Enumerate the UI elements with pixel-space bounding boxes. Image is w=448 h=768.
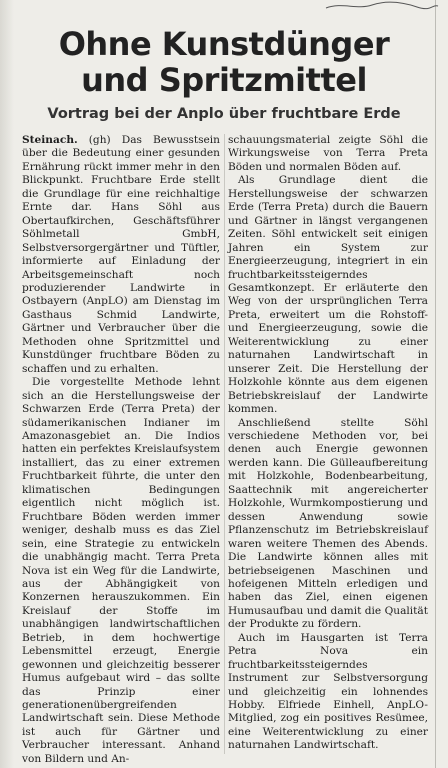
headline-line-2: und Spritzmittel <box>81 61 367 99</box>
byline: Steinach. <box>22 134 78 146</box>
article-column-left <box>22 134 220 766</box>
paragraph <box>22 134 220 376</box>
article-subheadline: Vortrag bei der Anplo über fruchtbare Erde <box>47 106 401 122</box>
handwritten-scribble <box>322 0 442 12</box>
paragraph: schauungsmaterial zeigte Söhl die Wirkungsweise von Terra Preta Böden und normalen Böden auf. <box>228 134 428 173</box>
paragraph-text: (gh) Das Bewusstsein über die Bedeutung einer gesunden Ernährung rückt immer mehr in den Blickpunkt. Fruchtbare Erde stellt die Grundlage für eine reichhaltige Ernte dar. Hans Söhl aus Obertaufkirchen, Geschäftsführer Söhlmetall GmbH, Selbstversorgergärtner und Tüftler, informierte auf Einladung der Arbeitsgemeinschaft noch produzierender Landwirte in Ostbayern (AnpLO) am Dienstag im Gasthaus Schmid Landwirte, Gärtner und Verbraucher über die Methoden ohne Spritzmittel und Kunstdünger fruchtbare Böden zu schaffen und zu erhalten. <box>22 134 220 375</box>
paragraph: Anschließend stellte Söhl verschiedene Methoden vor, bei denen auch Energie gewonnen werden kann. Die Gülleaufbereitung mit Holzkohle, Bodenbearbeitung, Saattechnik mit angereicherter Holzkohle, Wurmkompostierung und dessen Anwendung sowie Pflanzenschutz im Betriebskreislauf waren weitere Themen des Abends. Die Landwirte können alles mit betriebseigenen Maschinen und hofeigenen Mitteln erledigen und haben das Ziel, einen eigenen Humusaufbau und damit die Qualität der Produkte zu fördern. <box>228 416 428 631</box>
article-column-right <box>228 134 428 753</box>
paragraph: Die vorgestellte Methode lehnt sich an die Herstellungsweise der Schwarzen Erde (Terra Preta) der südamerikanischen Indianer im Amazonasgebiet an. Die Indios hatten ein perfektes Kreislaufsystem installiert, das zu einer extremen Fruchtbarkeit führte, die unter den klimatischen Bedingungen eigentlich nicht möglich ist. Fruchtbare Böden werden immer weniger, deshalb muss es das Ziel sein, eine Strategie zu entwickeln die unabhängig macht. Terra Preta Nova ist ein Weg für die Landwirte, aus der Abhängigkeit von Konzernen herauszukommen. Ein Kreislauf der Stoffe im unabhängigen landwirtschaftlichen Betrieb, in dem hochwertige Lebensmittel erzeugt, Energie gewonnen und gleichzeitig besserer Humus aufgebaut wird – das sollte das Prinzip einer generationenübergreifenden Landwirtschaft sein. Diese Methode ist auch für Gärtner und Verbraucher interessant. Anhand von Bildern und An- <box>22 376 220 765</box>
article-headline <box>0 26 448 98</box>
headline-line-1: Ohne Kunstdünger <box>58 25 390 63</box>
column-divider <box>224 134 225 754</box>
paragraph: Auch im Hausgarten ist Terra Petra Nova ein fruchtbarkeitssteigerndes Instrument zur Selbstversorgung und gleichzeitig ein lohnendes Hobby. Elfriede Einhell, AnpLO-Mitglied, zog ein positives Resümee, eine Weiterentwicklung zu einer naturnahen Landwirtschaft. <box>228 631 428 752</box>
paragraph: Als Grundlage dient die Herstellungsweise der schwarzen Erde (Terra Preta) durch die Bauern und Gärtner in längst vergangenen Zeiten. Söhl entwickelt seit einigen Jahren ein System zur Energieerzeugung, integriert in ein fruchtbarkeitssteigerndes Gesamtkonzept. Er erläuterte den Weg von der ursprünglichen Terra Preta, erweitert um die Rohstoff- und Energieerzeugung, sowie die Weiterentwicklung zu einer naturnahen Landwirtschaft in unserer Zeit. Die Herstellung der Holzkohle könnte aus dem eigenen Betriebskreislauf der Landwirte kommen. <box>228 174 428 416</box>
